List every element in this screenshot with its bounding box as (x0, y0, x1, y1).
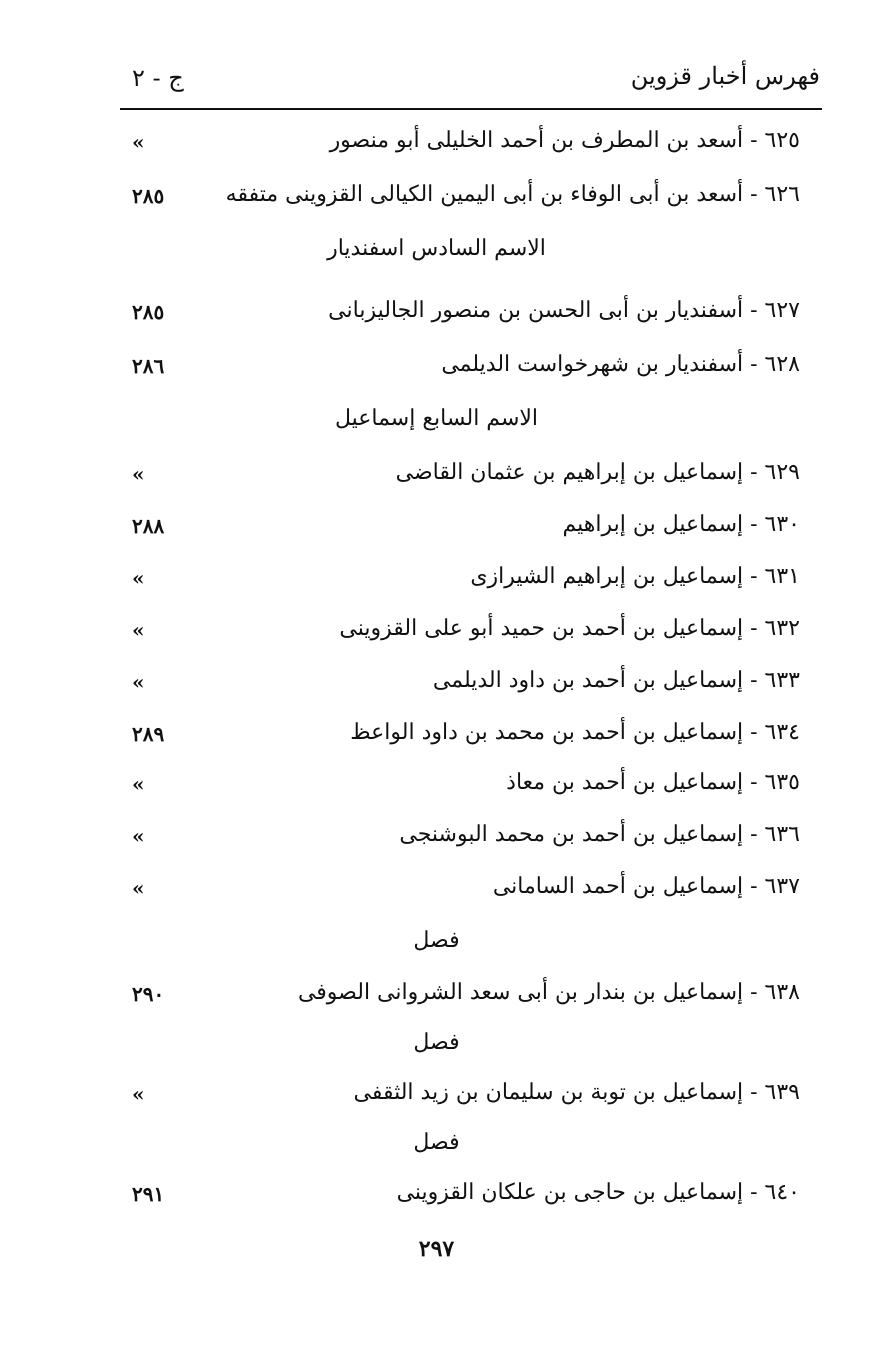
index-entry (120, 460, 800, 500)
entry-text: ٦٣٦ - إسماعيل بن أحمد بن محمد البوشنجى (399, 822, 800, 847)
page-number: ٢٩٧ (418, 1236, 455, 1262)
index-entry (120, 298, 800, 338)
index-entry (120, 1080, 800, 1120)
index-entry (120, 564, 800, 604)
header-title: فهرس أخبار قزوين (630, 62, 820, 90)
entry-text: ٦٣١ - إسماعيل بن إبراهيم الشيرازى (470, 564, 800, 589)
entry-page: » (132, 670, 145, 694)
entry-page: ٢٨٦ (132, 354, 165, 378)
entry-text: ٦٣٢ - إسماعيل بن أحمد بن حميد أبو على القزوينى (339, 616, 800, 641)
section-heading: الاسم السادس اسفنديار (327, 236, 546, 261)
entry-text: ٦٢٧ - أسفنديار بن أبى الحسن بن منصور الجاليزبانى (328, 298, 800, 323)
index-entry (120, 822, 800, 862)
index-entry (120, 182, 800, 222)
entry-page: » (132, 618, 145, 642)
index-entry (120, 668, 800, 708)
entry-page: » (132, 1082, 145, 1106)
entry-page: ٢٨٥ (132, 184, 165, 208)
entry-text: ٦٣٥ - إسماعيل بن أحمد بن معاذ (506, 770, 800, 795)
entry-page: » (132, 876, 145, 900)
entry-page: ٢٨٩ (132, 722, 165, 746)
entry-text: ٦٢٩ - إسماعيل بن إبراهيم بن عثمان القاضى (395, 460, 800, 485)
entry-page: ٢٨٥ (132, 300, 165, 324)
entry-page: » (132, 772, 145, 796)
entry-page: ٢٩٠ (132, 982, 165, 1006)
entry-text: ٦٣٣ - إسماعيل بن أحمد بن داود الديلمى (432, 668, 800, 693)
section-divider: فصل (413, 1030, 460, 1055)
entry-text: ٦٤٠ - إسماعيل بن حاجى بن علكان القزوينى (396, 1180, 800, 1205)
index-entry (120, 1180, 800, 1220)
entry-page: » (132, 130, 145, 154)
entry-text: ٦٣٤ - إسماعيل بن أحمد بن محمد بن داود الواعظ (350, 720, 800, 745)
entry-text: ٦٣٠ - إسماعيل بن إبراهيم (562, 512, 800, 537)
entry-page: » (132, 462, 145, 486)
entry-text: ٦٢٦ - أسعد بن أبى الوفاء بن أبى اليمين الكيالى القزوينى متفقه (225, 182, 800, 207)
index-entry (120, 352, 800, 392)
entry-page: ٢٩١ (132, 1182, 165, 1206)
index-entry (120, 770, 800, 810)
header-volume: ج - ٢ (132, 64, 184, 92)
page-header (120, 62, 820, 102)
section-heading: الاسم السابع إسماعيل (334, 406, 539, 431)
entry-text: ٦٢٨ - أسفنديار بن شهرخواست الديلمى (441, 352, 800, 377)
index-entry (120, 616, 800, 656)
entry-text: ٦٢٥ - أسعد بن المطرف بن أحمد الخليلى أبو منصور (329, 128, 800, 153)
index-entry (120, 980, 800, 1020)
entry-text: ٦٣٩ - إسماعيل بن توبة بن سليمان بن زيد الثقفى (353, 1080, 800, 1105)
entry-page: » (132, 824, 145, 848)
section-divider: فصل (413, 928, 460, 953)
index-entry (120, 720, 800, 760)
index-entry (120, 512, 800, 552)
index-entry (120, 128, 800, 168)
header-rule (120, 108, 822, 110)
index-entry (120, 874, 800, 914)
entry-text: ٦٣٧ - إسماعيل بن أحمد السامانى (492, 874, 800, 899)
entry-page: » (132, 566, 145, 590)
section-divider: فصل (413, 1130, 460, 1155)
entry-text: ٦٣٨ - إسماعيل بن بندار بن أبى سعد الشروانى الصوفى (297, 980, 800, 1005)
entry-page: ٢٨٨ (132, 514, 165, 538)
